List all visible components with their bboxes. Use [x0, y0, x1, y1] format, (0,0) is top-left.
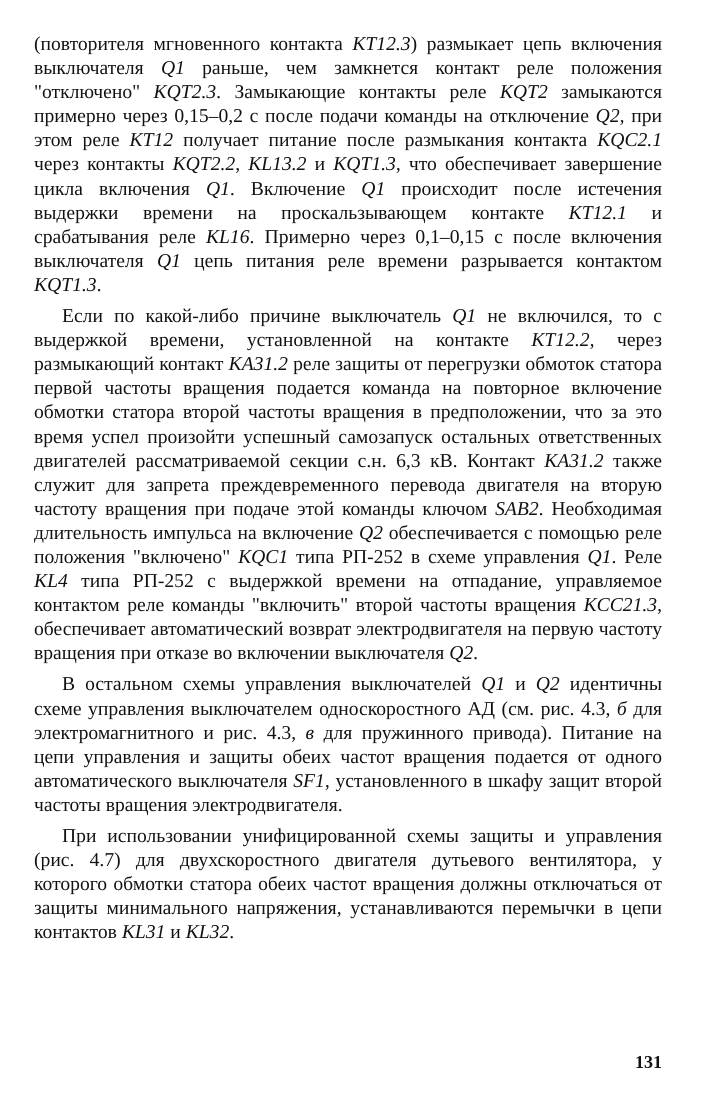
text-run: замыкаются примерно через 0,15–0,2 с после подачи команды на отключение	[34, 82, 662, 128]
text-run: также служит для запрета преждевременного перевода двигателя на вторую частоту вращения при подаче этой команды ключом	[34, 450, 662, 520]
text-run: для пружинного привода). Питание на цепи управления и защиты обеих частот вращения подается от одного автоматического выключателя	[34, 722, 662, 792]
text-run: .	[473, 643, 479, 665]
paragraph	[34, 673, 662, 818]
term-reference: в	[305, 722, 315, 744]
text-run: цепь питания реле времени разрывается контактом	[180, 250, 662, 272]
text-run: типа РП-252 с выдержкой времени на отпадание, управляемое контактом реле команды "включить" второй частоты вращения	[34, 571, 662, 617]
term-reference: KT12.2	[531, 330, 590, 352]
term-reference: SF1	[293, 770, 325, 792]
term-reference: KL31	[121, 922, 166, 944]
term-reference: Q1	[160, 58, 185, 80]
term-reference: Q1	[205, 178, 230, 200]
text-run: . Примерно через 0,1–0,15 с после включения выключателя	[34, 226, 662, 272]
text-run: происходит после истечения выдержки времени на проскальзывающем контакте	[34, 178, 662, 224]
text-run: При использовании унифицированной схемы защиты и управления (рис. 4.7) для двухскоростного двигателя дутьевого вентилятора, у которого обмотки статора обеих частот вращения должны отключаться от защиты минимального напряжения, устанавливаются перемычки в цепи контактов	[34, 826, 662, 944]
term-reference: KQC1	[238, 546, 289, 568]
term-reference: Q1	[587, 546, 612, 568]
text-run: (повторителя мгновенного контакта	[34, 34, 353, 55]
text-run: типа РП-252 в схеме управления	[288, 546, 588, 568]
text-run: не включился, то с выдержкой времени, установленной на контакте	[34, 306, 662, 352]
text-run: получает питание после размыкания контакта	[173, 130, 598, 152]
text-run: и	[306, 154, 334, 176]
text-run: , при этом реле	[34, 106, 662, 152]
text-run: .	[229, 922, 235, 944]
text-run: для электромагнитного и рис. 4.3,	[34, 698, 662, 744]
term-reference: Q2	[358, 522, 383, 544]
term-reference: KQT2	[499, 82, 548, 104]
term-reference: Q2	[449, 643, 474, 665]
term-reference: Q1	[361, 178, 386, 200]
text-run: , обеспечивает автоматический возврат электродвигателя на первую частоту вращения при отказе во включении выключателя	[34, 595, 662, 665]
term-reference: б	[616, 698, 627, 720]
text-run: обеспечивается с помощью реле положения "включено"	[34, 522, 662, 568]
term-reference: KL16	[205, 226, 250, 248]
term-reference: KQT2.3	[153, 82, 217, 104]
term-reference: KA31.2	[544, 450, 604, 472]
paragraph	[34, 33, 662, 298]
text-run: и	[505, 674, 536, 696]
text-run: . Включение	[229, 178, 362, 200]
text-run: В остальном схемы управления выключателей	[62, 674, 482, 696]
page-number: 131	[635, 1052, 662, 1072]
term-reference: Q1	[481, 674, 506, 696]
text-run: раньше, чем замкнется контакт реле положения "отключено"	[34, 58, 663, 104]
term-reference: Q1	[156, 250, 181, 272]
text-run: через контакты	[34, 154, 173, 176]
text-run: реле защиты от перегрузки обмоток статора первой частоты вращения подается команда на повторное включение обмотки статора второй частоты вращения в предположении, что за это время успел произойти успешный самозапуск остальных ответственных двигателей рассматриваемой секции с.н. 6,3 кВ. Контакт	[34, 354, 663, 472]
page-body	[34, 33, 662, 945]
text-run: , через размыкающий контакт	[34, 330, 662, 376]
term-reference: KT12	[129, 130, 174, 152]
text-run: ) размыкает цепь включения выключателя	[34, 34, 662, 80]
term-reference: KT12.1	[568, 202, 627, 224]
text-run: , что обеспечивает завершение цикла включения	[34, 154, 662, 200]
text-run: . Замыкающие контакты реле	[216, 82, 500, 104]
text-run: , установленного в шкафу защит второй частоты вращения электродвигателя.	[34, 770, 662, 816]
term-reference: KL4	[34, 571, 68, 593]
term-reference: KL32	[185, 922, 230, 944]
term-reference: KQT1.3	[333, 154, 396, 176]
paragraph	[34, 825, 662, 945]
text-run: . Необходимая длительность импульса на включение	[34, 498, 663, 544]
text-run: и	[165, 922, 186, 944]
text-run: ,	[235, 154, 249, 176]
paragraph	[34, 305, 662, 666]
term-reference: Q2	[595, 106, 620, 128]
term-reference: KQT1.3	[34, 274, 97, 296]
text-run: Если по какой-либо причине выключатель	[62, 306, 453, 328]
term-reference: KL13.2	[248, 154, 307, 176]
term-reference: KA31.2	[228, 354, 288, 376]
term-reference: KQC2.1	[597, 130, 662, 152]
term-reference: Q1	[452, 306, 477, 328]
term-reference: KCC21.3	[583, 595, 658, 617]
term-reference: KT12.3	[352, 34, 411, 55]
term-reference: Q2	[535, 674, 560, 696]
text-run: . Реле	[611, 546, 663, 568]
text-run: .	[96, 274, 102, 296]
text-run: идентичны схеме управления выключателем односкоростного АД (см. рис. 4.3,	[34, 674, 662, 720]
term-reference: SAB2	[495, 498, 539, 520]
term-reference: KQT2.2	[172, 154, 236, 176]
text-run: и срабатывания реле	[34, 202, 662, 248]
